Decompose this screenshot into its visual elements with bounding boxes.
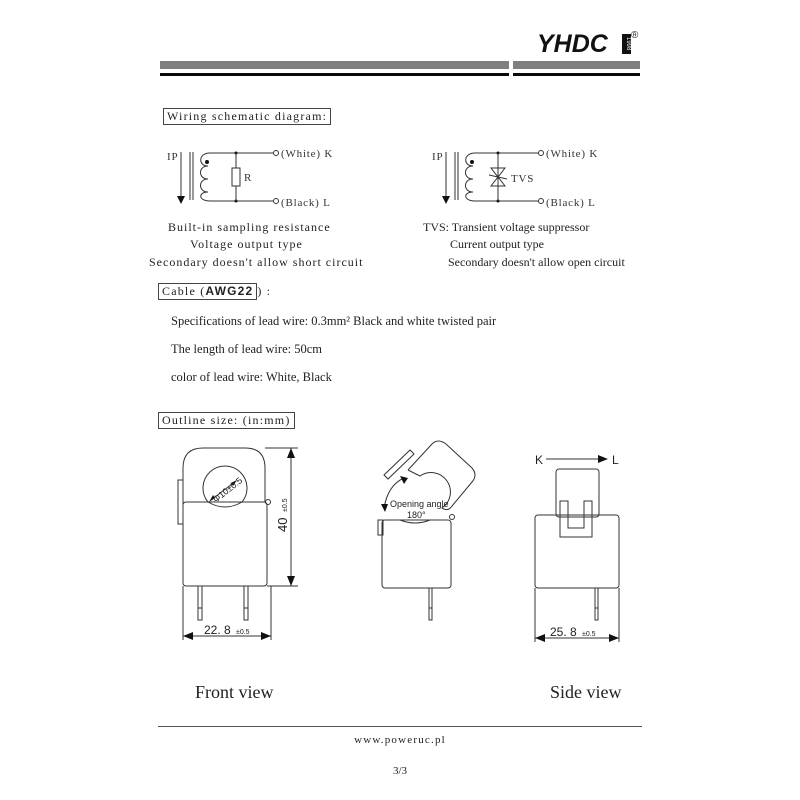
header-bar-gray-right [513, 61, 640, 69]
front-width-dim: 22. 8 [204, 623, 231, 637]
cable-awg-value: AWG22 [205, 284, 254, 298]
white-k-label-right: (White) K [546, 148, 599, 160]
side-view-drawing [520, 440, 650, 650]
hole-diameter-dim: Φ10±0.5 [210, 475, 245, 505]
side-width-dim: 25. 8 [550, 625, 577, 639]
footer-url: www.poweruc.pl [354, 734, 446, 746]
caption-left-3: Secondary doesn't allow short circuit [149, 255, 364, 269]
height-dim: 40 [275, 517, 290, 532]
caption-right-3: Secondary doesn't allow open circuit [448, 255, 625, 269]
header-bar-gray-left [160, 61, 509, 69]
header-bar-black-left [160, 73, 509, 76]
front-view-drawing [170, 440, 310, 650]
cable-spec-3: color of lead wire: White, Black [171, 370, 332, 384]
front-view-label: Front view [195, 682, 274, 702]
cable-spec-1: Specifications of lead wire: 0.3mm² Black and white twisted pair [171, 314, 497, 328]
tvs-label: TVS [511, 173, 535, 185]
opening-angle-drawing [360, 430, 500, 640]
logo-since-badge: 1998 [622, 34, 631, 54]
cable-spec-2: The length of lead wire: 50cm [171, 342, 322, 356]
page-number: 3/3 [392, 765, 408, 777]
white-k-label-left: (White) K [281, 148, 334, 160]
black-l-label-left: (Black) L [281, 197, 331, 209]
schematic-resistor-diagram [160, 140, 360, 215]
side-view-label: Side view [550, 682, 622, 702]
l-label: L [612, 453, 619, 467]
footer-divider [158, 726, 642, 727]
cable-section-label [158, 283, 271, 300]
caption-right-1: TVS: Transient voltage suppressor [423, 220, 590, 234]
caption-right-2: Current output type [450, 237, 544, 251]
outline-section-label: Outline size: (in:mm) [158, 412, 295, 429]
opening-angle-label: Opening angle [390, 499, 449, 509]
header-bar-black-right [513, 73, 640, 76]
wiring-section-label: Wiring schematic diagram: [163, 108, 331, 125]
k-label: K [535, 453, 544, 467]
height-tol: ±0.5 [282, 498, 289, 512]
registered-mark: ® [631, 30, 639, 41]
side-width-tol: ±0.5 [582, 631, 596, 638]
caption-left-1: Built-in sampling resistance [168, 220, 331, 234]
schematic-tvs-diagram [425, 140, 625, 215]
ip-label-right: IP [432, 151, 444, 163]
resistor-label: R [244, 172, 253, 184]
cable-label-suffix: ) : [257, 284, 272, 298]
black-l-label-right: (Black) L [546, 197, 596, 209]
caption-left-2: Voltage output type [190, 237, 303, 251]
ip-label-left: IP [167, 151, 179, 163]
front-width-tol: ±0.5 [236, 629, 250, 636]
brand-logo: YHDC [537, 30, 608, 58]
opening-angle-value: 180° [407, 510, 426, 520]
cable-label-prefix: Cable ( [162, 284, 206, 298]
